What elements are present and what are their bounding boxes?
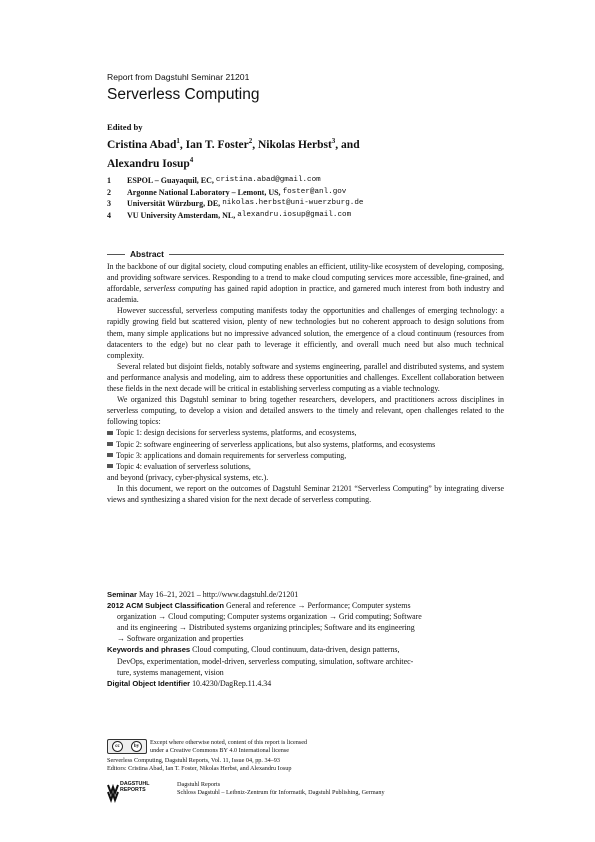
abstract-paragraph: However successful, serverless computing manifests today the opportunities and challenges of emerging technology: a rapidly growing field but scattered vision, plenty of new technologies but no coherent approach to design solutions from them, many simple applications but no impressive advanced solution, the emergence of a cloud continuum (resources from datacenters to the edge) but no clear path to leverage it efficiently, and overall much need but also much technical complexity. <box>107 306 504 360</box>
topic-item <box>107 427 504 438</box>
acm-row-cont: and its engineering → Distributed systems organizing principles; Software and its engineering <box>117 623 415 633</box>
publication-info <box>107 757 504 772</box>
acm-row <box>107 600 504 611</box>
author-name: Cristina Abad <box>107 138 177 151</box>
topic-text: Topic 4: evaluation of serverless solutions, <box>116 461 251 471</box>
report-line: Report from Dagstuhl Seminar 21201 <box>107 72 250 82</box>
metadata-block <box>107 589 504 689</box>
publisher-line: Schloss Dagstuhl – Leibniz-Zentrum für Informatik, Dagstuhl Publishing, Germany <box>177 788 385 796</box>
author-name: Ian T. Foster <box>185 138 249 151</box>
license-line: under a Creative Commons BY 4.0 International license <box>150 746 289 754</box>
keywords-value: Cloud computing, Cloud continuum, data-driven, design patterns, <box>192 645 400 655</box>
doi-row <box>107 678 504 689</box>
emphasis: serverless computing <box>143 284 212 294</box>
affiliation-email[interactable]: nikolas.herbst@uni-wuerzburg.de <box>222 199 364 208</box>
acm-row-cont: → Software organization and properties <box>117 634 244 644</box>
abstract-body <box>107 261 504 505</box>
reports-info <box>177 781 507 796</box>
author-name: Alexandru Iosup <box>107 158 190 171</box>
author-sup: 3 <box>331 137 336 145</box>
dagstuhl-logo-icon <box>107 781 150 803</box>
abstract-paragraph: We organized this Dagstuhl seminar to bring together researchers, developers, and practitioners across disciplines in serverless computing, to develop a vision and detailed answers to the timely and relevant, open challenges related to the following topics: <box>107 395 504 427</box>
divider <box>107 254 125 255</box>
bullet-icon <box>107 427 116 438</box>
affiliation-row <box>107 210 363 222</box>
keywords-row <box>107 644 504 655</box>
and-word: and <box>341 138 360 151</box>
affiliation-number: 3 <box>107 199 111 209</box>
affiliation-name: ESPOL – Guayaquil, EC, <box>127 176 214 185</box>
doi-value[interactable]: 10.4230/DagRep.11.4.34 <box>192 678 272 688</box>
abstract-label: Abstract <box>130 249 164 259</box>
doi-label: Digital Object Identifier <box>107 678 191 688</box>
affiliation-number: 2 <box>107 187 111 197</box>
logo-mark-icon <box>107 781 119 803</box>
topic-item <box>107 461 504 472</box>
abstract-paragraph: Several related but disjoint fields, notably software and systems engineering, parallel and distributed systems, and system and performance analysis and modeling, aim to address these opportunities and challenges. Excellent collaboration between these fields in the next decade will be critical in establishing serverless computing as a viable technology. <box>107 361 504 394</box>
by-icon: by <box>131 741 142 752</box>
seminar-label: Seminar <box>107 590 137 599</box>
bullet-icon <box>107 450 116 461</box>
affiliation-email[interactable]: foster@anl.gov <box>282 187 347 196</box>
affiliation-row <box>107 198 363 210</box>
logo-text <box>120 781 149 793</box>
text-run: has gained rapid adoption in practice, and garnered much interest from both industry and academia. <box>107 284 505 305</box>
keywords-label: Keywords and phrases <box>107 645 191 655</box>
license-line: Except where otherwise noted, content of this report is licensed <box>150 739 308 746</box>
affiliation-name: Argonne National Laboratory – Lemont, US, <box>127 187 281 197</box>
affiliation-row <box>107 187 363 199</box>
bullet-icon <box>107 461 116 472</box>
affiliations <box>107 175 363 221</box>
author-sup: 4 <box>189 156 194 165</box>
keywords-row-cont: DevOps, experimentation, model-driven, serverless computing, simulation, software architec- <box>117 656 414 666</box>
logo-line: DAGSTUHL <box>120 781 150 787</box>
author-sup: 2 <box>248 137 253 145</box>
license-text <box>150 739 400 754</box>
affiliation-name: Universität Würzburg, DE, <box>127 199 221 209</box>
affiliation-row <box>107 175 363 187</box>
edited-by-label: Edited by <box>107 122 143 132</box>
topic-text: Topic 1: design decisions for serverless systems, platforms, and ecosystems, <box>116 428 357 438</box>
abstract-paragraph: In this document, we report on the outcomes of Dagstuhl Seminar 21201 “Serverless Computing” by integrating diverse views and synthesizing a shared vision for the next decade of serverless computing. <box>107 483 504 504</box>
affiliation-number: 1 <box>107 176 111 185</box>
reports-line: Dagstuhl Reports <box>177 781 221 788</box>
text-run: In the backbone of our digital society, cloud computing enables an efficient, utility-like ecosystem of developing, composing, and providing software services. Responding to a trend to make cloud computing services more accessible, fine-grained, and affordable, <box>107 262 504 294</box>
topic-item <box>107 450 504 461</box>
cc-icon: cc <box>112 741 123 752</box>
keywords-row-cont: ture, systems management, vision <box>117 667 224 677</box>
affiliation-number: 4 <box>107 210 111 220</box>
abstract-paragraph: and beyond (privacy, cyber-physical systems, etc.). <box>107 472 269 482</box>
topic-text: Topic 3: applications and domain requirements for serverless computing, <box>116 450 347 460</box>
acm-row-cont: organization → Cloud computing; Computer systems organization → Grid computing; Software <box>117 612 422 622</box>
author-sup: 1 <box>176 137 180 145</box>
page-title: Serverless Computing <box>107 86 260 103</box>
author-list: Cristina Abad$^1$, Ian T. Foster$^2$, Nikolas Herbst$^3$, and Alexandru Iosup$^4$ <box>107 137 360 171</box>
publication-line: Serverless Computing, Dagstuhl Reports, Vol. 11, Issue 04, pp. 34–93 <box>107 757 280 764</box>
divider <box>169 254 504 255</box>
affiliation-email[interactable]: cristina.abad@gmail.com <box>215 176 321 184</box>
seminar-row <box>107 589 504 600</box>
bullet-icon <box>107 439 116 450</box>
editors-line: Editors: Cristina Abad, Ian T. Foster, Nikolas Herbst, and Alexandru Iosup <box>107 764 292 772</box>
acm-label: 2012 ACM Subject Classification <box>107 601 225 611</box>
abstract-heading <box>107 248 504 260</box>
cc-license-icon[interactable] <box>107 739 147 754</box>
acm-value: General and reference → Performance; Computer systems <box>226 601 411 611</box>
topic-text: Topic 2: software engineering of serverless applications, but also systems, platforms, and ecosystems <box>116 439 436 449</box>
affiliation-name: VU University Amsterdam, NL, <box>127 210 236 220</box>
abstract-paragraph <box>107 261 504 305</box>
seminar-value[interactable]: May 16–21, 2021 – http://www.dagstuhl.de/21201 <box>138 590 299 599</box>
affiliation-email[interactable]: alexandru.iosup@gmail.com <box>237 210 352 219</box>
author-name: Nikolas Herbst <box>258 138 332 151</box>
topic-item <box>107 439 504 450</box>
logo-line: REPORTS <box>120 787 146 793</box>
